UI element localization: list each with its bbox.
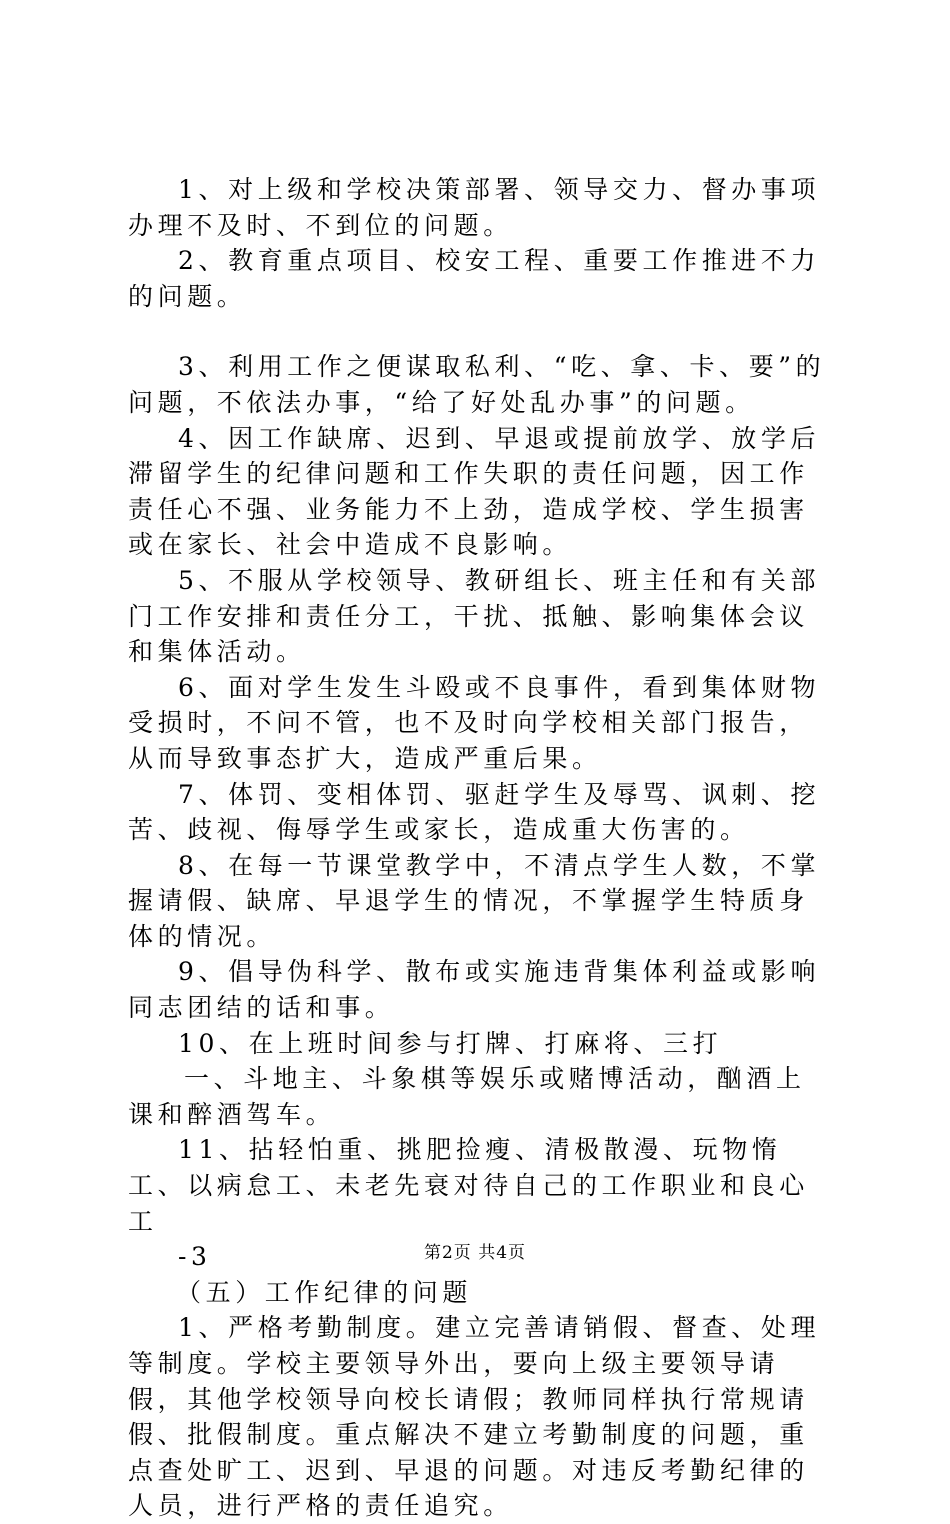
paragraph-item-10: 10、在上班时间参与打牌、打麻将、三打: [178, 1028, 723, 1058]
paragraph-item-3: 3、利用工作之便谋取私利、“吃、拿、卡、要”的问题，不依法办事，“给了好处乱办事”的问题。: [128, 352, 826, 417]
page-footer: 第2页 共4页: [423, 1243, 527, 1263]
paragraph-item-5: 5、不服从学校领导、教研组长、班主任和有关部门工作安排和责任分工，干扰、抵触、影响集体会议和集体活动。: [128, 565, 821, 667]
paragraph-item-11: 11、拈轻怕重、挑肥捡瘦、清极散漫、玩物惰工、以病怠工、未老先衰对待自己的工作职业和良心工: [128, 1135, 809, 1236]
section-heading: （五）工作纪律的问题: [176, 1277, 473, 1307]
paragraph-item-10-continued: 一、斗地主、斗象棋等娱乐或赌博活动，酗酒上课和醉酒驾车。: [128, 1064, 806, 1129]
paragraph-item-1: 1、对上级和学校决策部署、领导交力、督办事项办理不及时、不到位的问题。: [128, 175, 821, 240]
paragraph-item-7: 7、体罚、变相体罚、驱赶学生及辱骂、讽刺、挖苦、歧视、侮辱学生或家长，造成重大伤害的。: [128, 779, 821, 845]
paragraph-section-item-1: 1、严格考勤制度。建立完善请销假、督查、处理等制度。学校主要领导外出，要向上级主要领导请假，其他学校领导向校长请假；教师同样执行常规请假、批假制度。重点解决不建立考勤制度的问题，重点查处旷工、迟到、早退的问题。对违反考勤纪律的人员，进行严格的责任追究。: [128, 1313, 821, 1521]
document-body: [128, 172, 834, 1524]
paragraph-item-2: 2、教育重点项目、校安工程、重要工作推进不力的问题。: [128, 246, 821, 311]
paragraph-item-6: 6、面对学生发生斗殴或不良事件，看到集体财物受损时，不问不管，也不及时向学校相关部门报告，从而导致事态扩大，造成严重后果。: [128, 672, 821, 773]
paragraph-item-9: 9、倡导伪科学、散布或实施违背集体利益或影响同志团结的话和事。: [128, 957, 821, 1023]
page-fragment-marker: -3: [178, 1242, 212, 1272]
paragraph-item-8: 8、在每一节课堂教学中，不清点学生人数，不掌握请假、缺席、早退学生的情况，不掌握学生特质身体的情况。: [128, 850, 821, 951]
paragraph-item-4: 4、因工作缺席、迟到、早退或提前放学、放学后滞留学生的纪律问题和工作失职的责任问题，因工作责任心不强、业务能力不上劲，造成学校、学生损害或在家长、社会中造成不良影响。: [128, 423, 821, 560]
